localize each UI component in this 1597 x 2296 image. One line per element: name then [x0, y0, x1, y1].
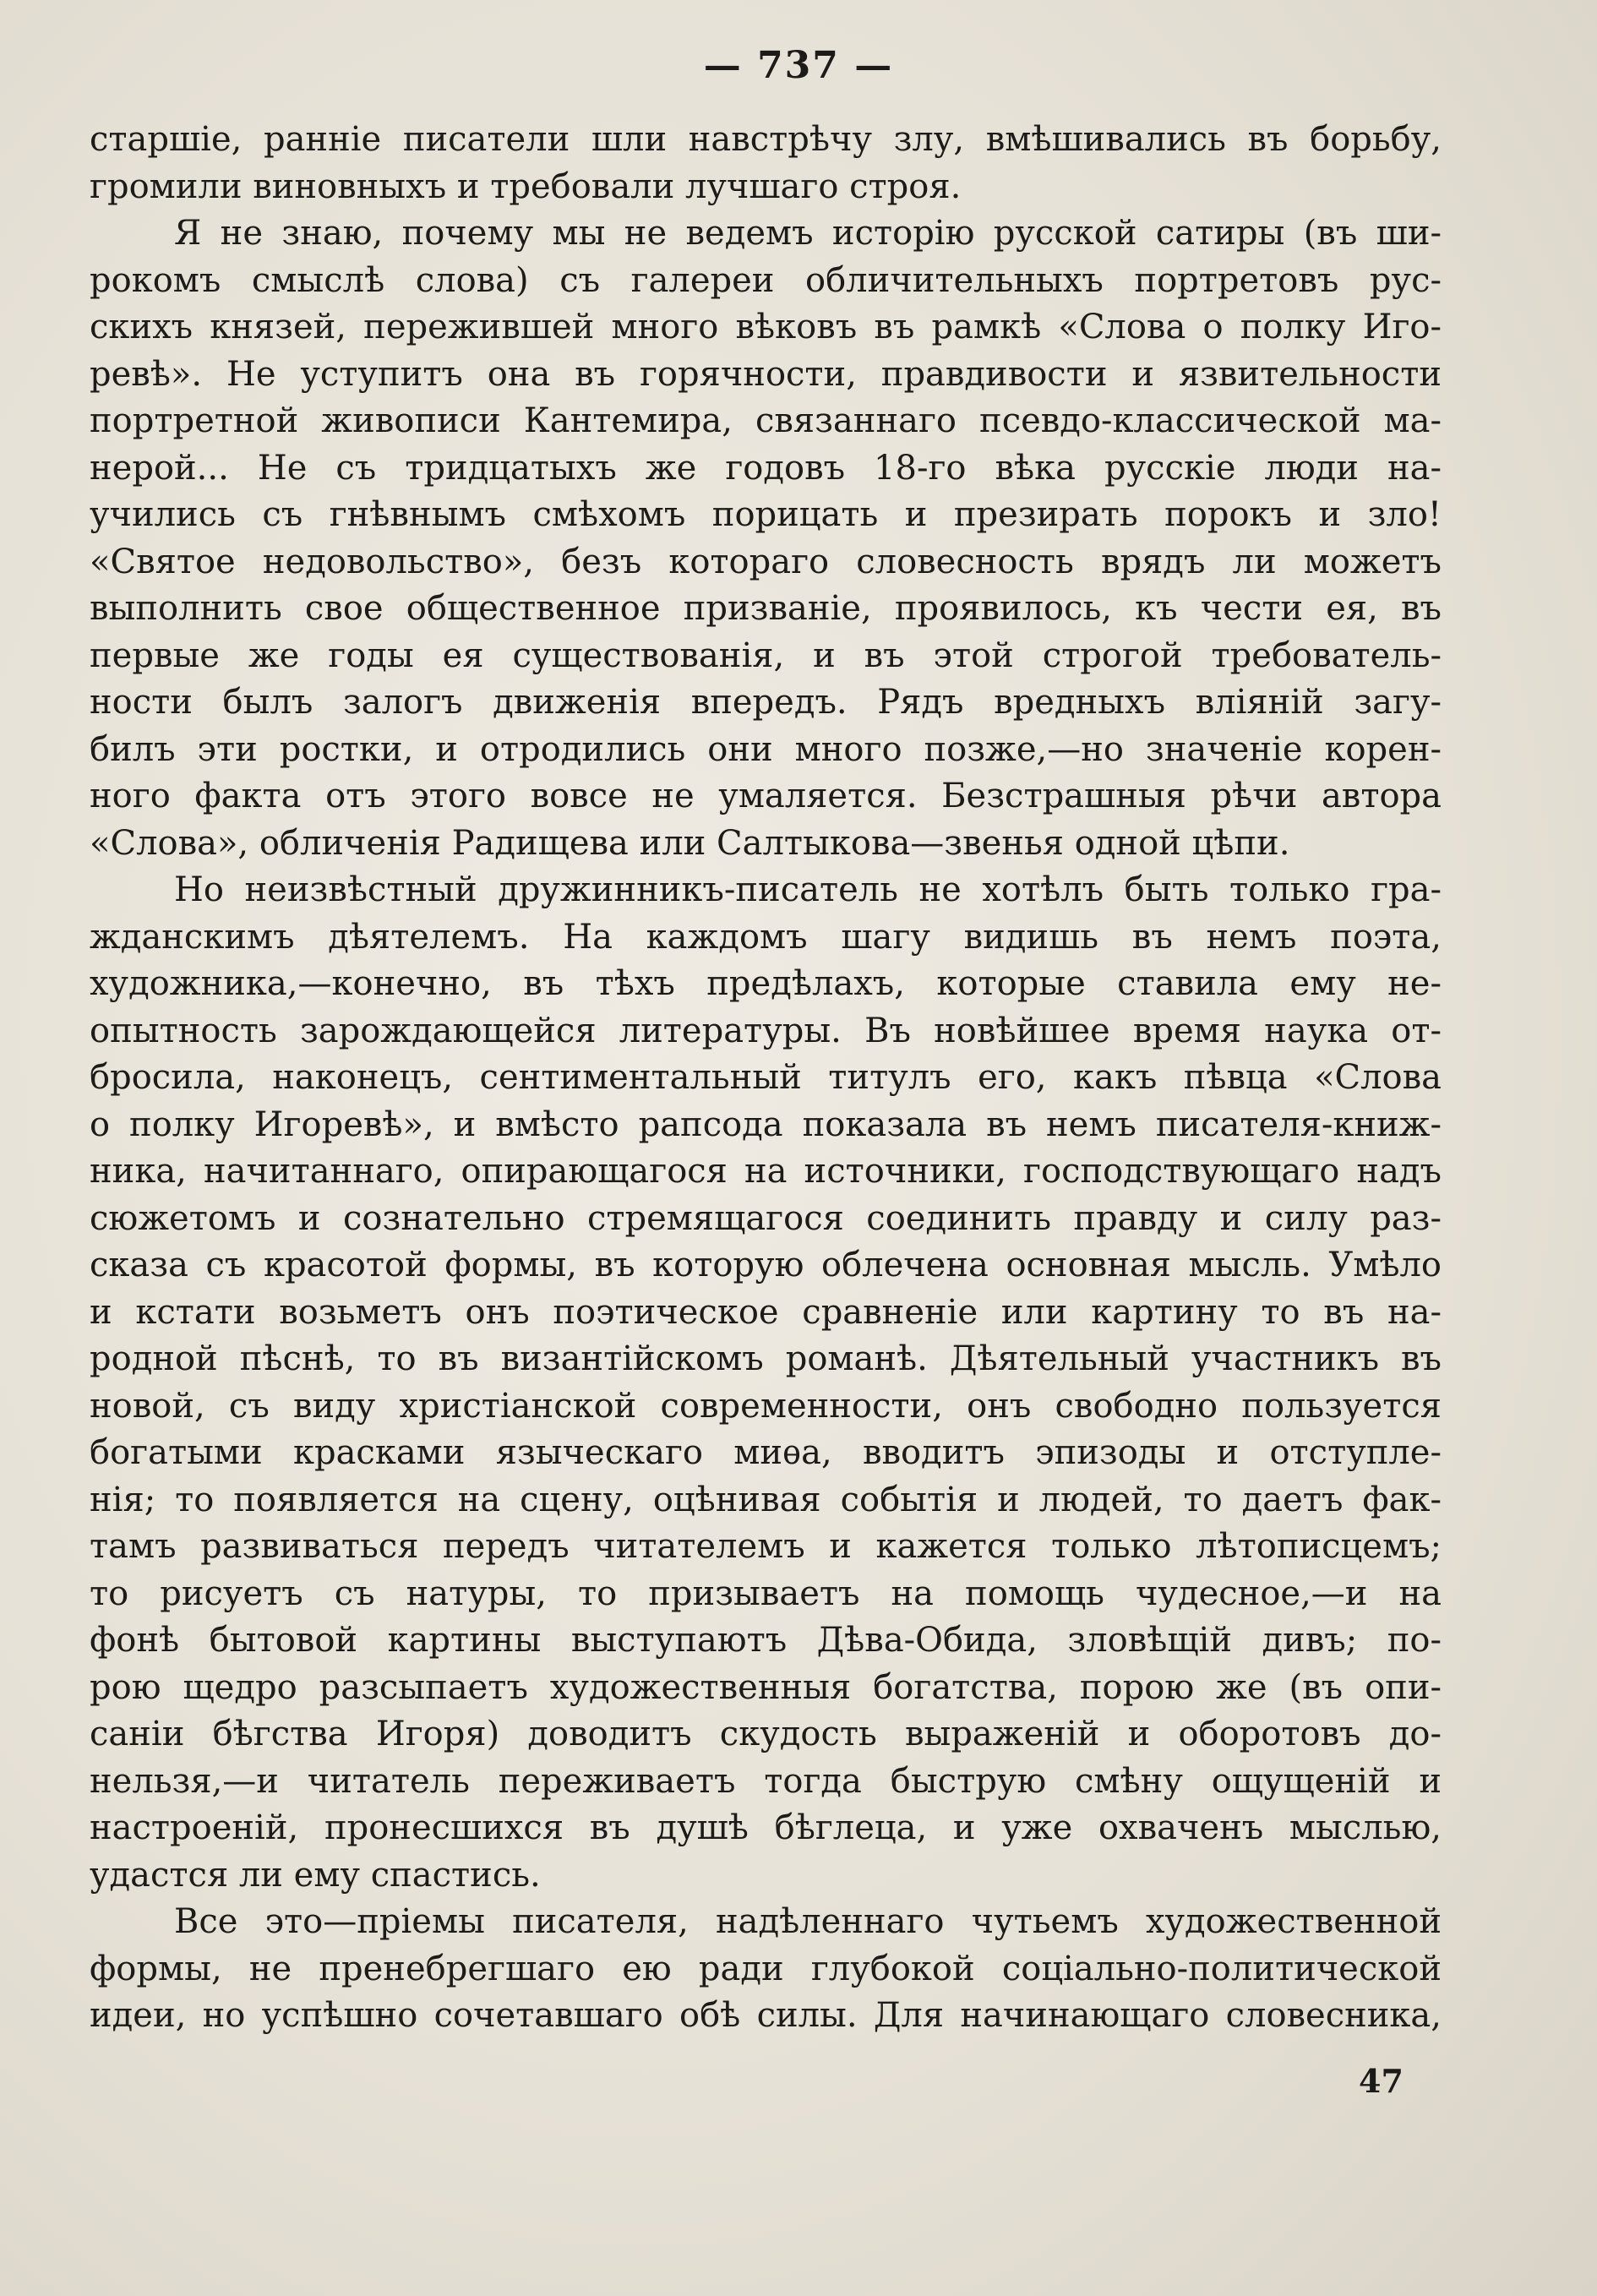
text-line: о полку Игоревѣ», и вмѣсто рапсода показала въ немъ писателя-книж- — [90, 1104, 1442, 1144]
text-line: бросила, наконецъ, сентиментальный титулъ его, какъ пѣвца «Слова — [90, 1058, 1442, 1097]
text-line: ревѣ». Не уступитъ она въ горячности, правдивости и язвительности — [90, 354, 1442, 394]
text-line: богатыми красками языческаго миѳа, вводитъ эпизоды и отступле- — [90, 1433, 1442, 1472]
text-line: удастся ли ему спастись. — [90, 1855, 541, 1895]
text-line: старшіе, ранніе писатели шли навстрѣчу злу, вмѣшивались въ борьбу, — [90, 120, 1442, 159]
text-line: новой, съ виду христіанской современности, онъ свободно пользуется — [90, 1386, 1442, 1426]
text-line: то рисуетъ съ натуры, то призываетъ на помощь чудесное,—и на — [90, 1573, 1442, 1613]
text-line: фонѣ бытовой картины выступаютъ Дѣва-Обида, зловѣщій дивъ; по- — [90, 1621, 1442, 1660]
text-line: первые же годы ея существованія, и въ этой строгой требователь- — [90, 635, 1442, 675]
text-line: идеи, но успѣшно сочетавшаго обѣ силы. Для начинающаго словесника, — [90, 1996, 1442, 2035]
page-number-header: — 737 — — [703, 44, 894, 87]
paragraph — [90, 117, 1442, 210]
text-line: нерой... Не съ тридцатыхъ же годовъ 18-го вѣка русскіе люди на- — [90, 448, 1442, 488]
text-line: ника, начитаннаго, опирающагося на источники, господствующаго надъ — [90, 1152, 1442, 1191]
text-line: билъ эти ростки, и отродились они много позже,—но значеніе корен- — [90, 729, 1442, 769]
text-line: громили виновныхъ и требовали лучшаго строя. — [90, 166, 962, 206]
text-line: ного факта отъ этого вовсе не умаляется. Безстрашныя рѣчи автора — [90, 777, 1442, 815]
text-line: художника,—конечно, въ тѣхъ предѣлахъ, которые ставила ему не- — [90, 964, 1442, 1003]
text-line: Я не знаю, почему мы не ведемъ исторію русской сатиры (въ ши- — [174, 214, 1442, 253]
paragraph — [90, 1899, 1442, 2040]
text-line: формы, не пренебрегшаго ею ради глубокой соціально-политической — [90, 1949, 1442, 1988]
text-line: саніи бѣгства Игоря) доводитъ скудость выраженій и оборотовъ до- — [90, 1715, 1442, 1753]
text-line: нельзя,—и читатель переживаетъ тогда быструю смѣну ощущеній и — [90, 1761, 1442, 1801]
text-line: «Святое недовольство», безъ котораго словесность врядъ ли можетъ — [90, 542, 1442, 581]
text-line: сюжетомъ и сознательно стремящагося соединить правду и силу раз- — [90, 1198, 1442, 1238]
text-line: нія; то появляется на сцену, оцѣнивая событія и людей, то даетъ фак- — [90, 1480, 1442, 1519]
printer-signature-mark: 47 — [1359, 2062, 1404, 2100]
text-line: рокомъ смыслѣ слова) съ галереи обличительныхъ портретовъ рус- — [90, 260, 1442, 300]
text-line: Все это—пріемы писателя, надѣленнаго чутьемъ художественной — [174, 1902, 1442, 1941]
paragraph — [90, 210, 1442, 867]
text-line: ности былъ залогъ движенія впередъ. Рядъ вредныхъ вліяній загу- — [90, 683, 1442, 722]
paragraph — [90, 867, 1442, 1899]
text-line: рою щедро разсыпаетъ художественныя богатства, порою же (въ опи- — [90, 1667, 1442, 1707]
text-line: родной пѣснѣ, то въ византійскомъ романѣ. Дѣятельный участникъ въ — [90, 1339, 1442, 1378]
text-line: Но неизвѣстный дружинникъ-писатель не хотѣлъ быть только гра- — [174, 870, 1442, 909]
text-line: портретной живописи Кантемира, связаннаго псевдо-классической ма- — [90, 401, 1442, 440]
text-line: выполнить свое общественное призваніе, проявилось, къ чести ея, въ — [90, 589, 1442, 628]
text-line: учились съ гнѣвнымъ смѣхомъ порицать и презирать порокъ и зло! — [90, 495, 1442, 534]
text-line: и кстати возьметъ онъ поэтическое сравненіе или картину то въ на- — [90, 1292, 1442, 1332]
text-line: сказа съ красотой формы, въ которую облечена основная мысль. Умѣло — [90, 1246, 1442, 1284]
text-line: тамъ развиваться передъ читателемъ и кажется только лѣтописцемъ; — [90, 1527, 1442, 1566]
text-line: настроеній, пронесшихся въ душѣ бѣглеца, и уже охваченъ мыслью, — [90, 1808, 1442, 1847]
text-line: «Слова», обличенія Радищева или Салтыкова—звенья одной цѣпи. — [90, 823, 1290, 863]
text-line: жданскимъ дѣятелемъ. На каждомъ шагу видишь въ немъ поэта, — [90, 917, 1442, 957]
text-line: скихъ князей, пережившей много вѣковъ въ рамкѣ «Слова о полку Иго- — [90, 308, 1442, 346]
body-text — [90, 117, 1442, 2040]
text-line: опытность зарождающейся литературы. Въ новѣйшее время наука от- — [90, 1011, 1442, 1050]
